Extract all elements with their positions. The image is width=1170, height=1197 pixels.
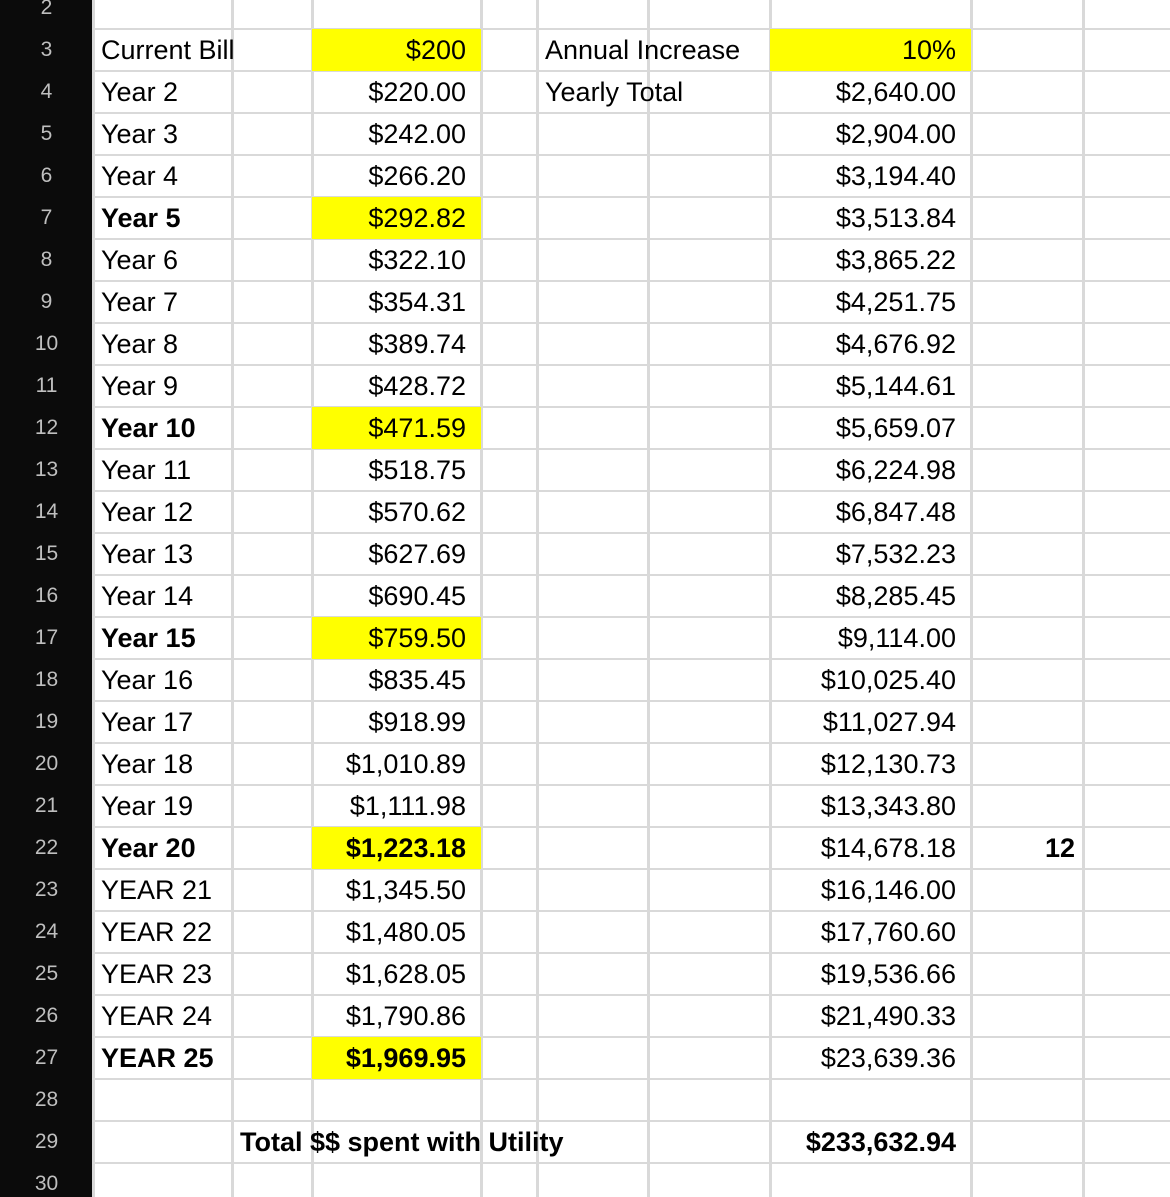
monthly-bill-cell[interactable]: $354.31 <box>368 287 466 317</box>
yearly-total-cell[interactable]: $17,760.60 <box>820 917 956 947</box>
year-label-cell[interactable]: Year 5 <box>101 203 181 233</box>
monthly-bill-cell[interactable]: $1,111.98 <box>349 791 466 821</box>
yearly-total-cell[interactable]: $5,659.07 <box>835 413 956 443</box>
row-number[interactable]: 4 <box>40 80 53 103</box>
row-number[interactable]: 28 <box>34 1088 59 1111</box>
column-gridline <box>647 0 650 1197</box>
row-gridline <box>93 574 1170 576</box>
monthly-bill-cell[interactable]: $242.00 <box>368 119 466 149</box>
current-bill-label-cell[interactable]: Current Bill <box>101 35 235 65</box>
year-label-cell[interactable]: Year 16 <box>101 665 194 695</box>
monthly-bill-cell[interactable]: $518.75 <box>368 455 466 485</box>
yearly-total-cell[interactable]: $2,640.00 <box>835 77 956 107</box>
year-label-cell[interactable]: Year 13 <box>101 539 194 569</box>
row-gridline <box>93 952 1170 954</box>
row-gridline <box>93 910 1170 912</box>
row-number[interactable]: 16 <box>34 584 59 607</box>
monthly-bill-cell[interactable]: $1,345.50 <box>345 875 466 905</box>
yearly-total-cell[interactable]: $3,513.84 <box>835 203 956 233</box>
annual-increase-value-cell[interactable]: 10% <box>770 29 971 71</box>
year-label-cell[interactable]: Year 8 <box>101 329 179 359</box>
row-gridline <box>93 700 1170 702</box>
year-label-cell[interactable]: YEAR 23 <box>101 959 213 989</box>
yearly-total-cell[interactable]: $5,144.61 <box>835 371 956 401</box>
year-label-cell[interactable]: Year 7 <box>101 287 179 317</box>
year-label-cell[interactable]: Year 11 <box>101 455 192 485</box>
row-number[interactable]: 29 <box>34 1130 59 1153</box>
row-gridline <box>93 448 1170 450</box>
yearly-total-cell[interactable]: $16,146.00 <box>820 875 956 905</box>
row-number[interactable]: 2 <box>40 0 53 19</box>
row-number[interactable]: 30 <box>34 1172 59 1195</box>
extra-value-cell[interactable]: 12 <box>1044 833 1075 863</box>
yearly-total-cell[interactable]: $10,025.40 <box>820 665 956 695</box>
row-number[interactable]: 12 <box>34 416 59 439</box>
row-number[interactable]: 27 <box>34 1046 59 1069</box>
year-label-cell[interactable]: Year 12 <box>101 497 194 527</box>
row-gridline <box>93 238 1170 240</box>
year-label-cell[interactable]: Year 6 <box>101 245 179 275</box>
monthly-bill-cell[interactable]: $835.45 <box>368 665 466 695</box>
year-label-cell[interactable]: Year 20 <box>101 833 196 863</box>
year-label-cell[interactable]: YEAR 25 <box>101 1043 214 1073</box>
row-gridline <box>93 154 1170 156</box>
row-number[interactable]: 24 <box>34 920 59 943</box>
monthly-bill-cell[interactable]: $428.72 <box>368 371 466 401</box>
row-gridline <box>93 364 1170 366</box>
yearly-total-cell[interactable]: $19,536.66 <box>820 959 956 989</box>
yearly-total-cell[interactable]: $7,532.23 <box>835 539 956 569</box>
row-number[interactable]: 17 <box>34 626 59 649</box>
yearly-total-cell[interactable]: $2,904.00 <box>835 119 956 149</box>
row-gridline <box>93 742 1170 744</box>
row-gridline <box>93 280 1170 282</box>
row-number[interactable]: 6 <box>40 164 53 187</box>
monthly-bill-cell[interactable]: $1,223.18 <box>312 827 481 869</box>
yearly-total-cell[interactable]: $4,251.75 <box>835 287 956 317</box>
monthly-bill-cell[interactable]: $1,010.89 <box>345 749 466 779</box>
row-gridline <box>93 1036 1170 1038</box>
row-number[interactable]: 22 <box>34 836 59 859</box>
monthly-bill-cell[interactable]: $1,790.86 <box>345 1001 466 1031</box>
monthly-bill-cell[interactable]: $322.10 <box>368 245 466 275</box>
monthly-bill-cell[interactable]: $759.50 <box>312 617 481 659</box>
monthly-bill-cell[interactable]: $266.20 <box>368 161 466 191</box>
row-number[interactable]: 11 <box>35 374 58 397</box>
monthly-bill-cell[interactable]: $627.69 <box>368 539 466 569</box>
year-label-cell[interactable]: YEAR 22 <box>101 917 213 947</box>
column-gridline <box>536 0 539 1197</box>
row-number[interactable]: 3 <box>40 38 53 61</box>
row-gridline <box>93 196 1170 198</box>
yearly-total-cell[interactable]: $3,194.40 <box>835 161 956 191</box>
row-gridline <box>93 784 1170 786</box>
yearly-total-cell[interactable]: $13,343.80 <box>820 791 956 821</box>
monthly-bill-cell[interactable]: $389.74 <box>368 329 466 359</box>
row-gridline <box>93 994 1170 996</box>
row-number[interactable]: 15 <box>34 542 59 565</box>
row-number[interactable]: 26 <box>34 1004 59 1027</box>
monthly-bill-cell[interactable]: $570.62 <box>368 497 466 527</box>
row-number[interactable]: 9 <box>40 290 53 313</box>
yearly-total-cell[interactable]: $21,490.33 <box>820 1001 956 1031</box>
row-number[interactable]: 10 <box>34 332 59 355</box>
row-number[interactable]: 14 <box>34 500 59 523</box>
yearly-total-cell[interactable]: $6,224.98 <box>835 455 956 485</box>
year-label-cell[interactable]: Year 17 <box>101 707 194 737</box>
year-label-cell[interactable]: Year 18 <box>101 749 194 779</box>
row-gridline <box>93 322 1170 324</box>
yearly-total-label-cell[interactable]: Yearly Total <box>545 77 684 107</box>
row-gridline <box>93 1078 1170 1080</box>
column-gridline <box>1082 0 1085 1197</box>
yearly-total-cell[interactable]: $3,865.22 <box>835 245 956 275</box>
row-number[interactable]: 18 <box>34 668 59 691</box>
total-value-cell[interactable]: $233,632.94 <box>805 1127 956 1157</box>
yearly-total-cell[interactable]: $8,285.45 <box>835 581 956 611</box>
row-gridline <box>93 532 1170 534</box>
current-bill-value-cell[interactable]: $200 <box>312 29 481 71</box>
year-label-cell[interactable]: Year 19 <box>101 791 194 821</box>
monthly-bill-cell[interactable]: $292.82 <box>312 197 481 239</box>
row-gridline <box>93 406 1170 408</box>
yearly-total-cell[interactable]: $9,114.00 <box>837 623 956 653</box>
row-number[interactable]: 5 <box>40 122 53 145</box>
monthly-bill-cell[interactable]: $1,628.05 <box>345 959 466 989</box>
row-number[interactable]: 13 <box>34 458 59 481</box>
yearly-total-cell[interactable]: $14,678.18 <box>820 833 956 863</box>
total-label-cell[interactable]: Total $$ spent with Utility <box>240 1127 564 1157</box>
year-label-cell[interactable]: Year 10 <box>101 413 196 443</box>
monthly-bill-cell[interactable]: $471.59 <box>312 407 481 449</box>
monthly-bill-cell[interactable]: $220.00 <box>368 77 466 107</box>
year-label-cell[interactable]: Year 15 <box>101 623 196 653</box>
monthly-bill-cell[interactable]: $1,969.95 <box>312 1037 481 1079</box>
row-gridline <box>93 490 1170 492</box>
year-label-cell[interactable]: Year 14 <box>101 581 194 611</box>
yearly-total-cell[interactable]: $11,027.94 <box>822 707 956 737</box>
year-label-cell[interactable]: Year 2 <box>101 77 179 107</box>
year-label-cell[interactable]: Year 3 <box>101 119 179 149</box>
monthly-bill-cell[interactable]: $690.45 <box>368 581 466 611</box>
row-gridline <box>93 616 1170 618</box>
monthly-bill-cell[interactable]: $1,480.05 <box>345 917 466 947</box>
year-label-cell[interactable]: Year 4 <box>101 161 179 191</box>
row-number[interactable]: 7 <box>40 206 53 229</box>
row-number[interactable]: 23 <box>34 878 59 901</box>
yearly-total-cell[interactable]: $4,676.92 <box>835 329 956 359</box>
row-number[interactable]: 19 <box>34 710 59 733</box>
yearly-total-cell[interactable]: $12,130.73 <box>820 749 956 779</box>
year-label-cell[interactable]: YEAR 21 <box>101 875 213 905</box>
row-gridline <box>93 658 1170 660</box>
row-number[interactable]: 21 <box>34 794 59 817</box>
monthly-bill-cell[interactable]: $918.99 <box>368 707 466 737</box>
row-number[interactable]: 20 <box>34 752 59 775</box>
year-label-cell[interactable]: YEAR 24 <box>101 1001 213 1031</box>
year-label-cell[interactable]: Year 9 <box>101 371 179 401</box>
row-number[interactable]: 25 <box>34 962 59 985</box>
yearly-total-cell[interactable]: $23,639.36 <box>820 1043 956 1073</box>
row-number[interactable]: 8 <box>40 248 53 271</box>
yearly-total-cell[interactable]: $6,847.48 <box>835 497 956 527</box>
annual-increase-label-cell[interactable]: Annual Increase <box>545 35 741 65</box>
